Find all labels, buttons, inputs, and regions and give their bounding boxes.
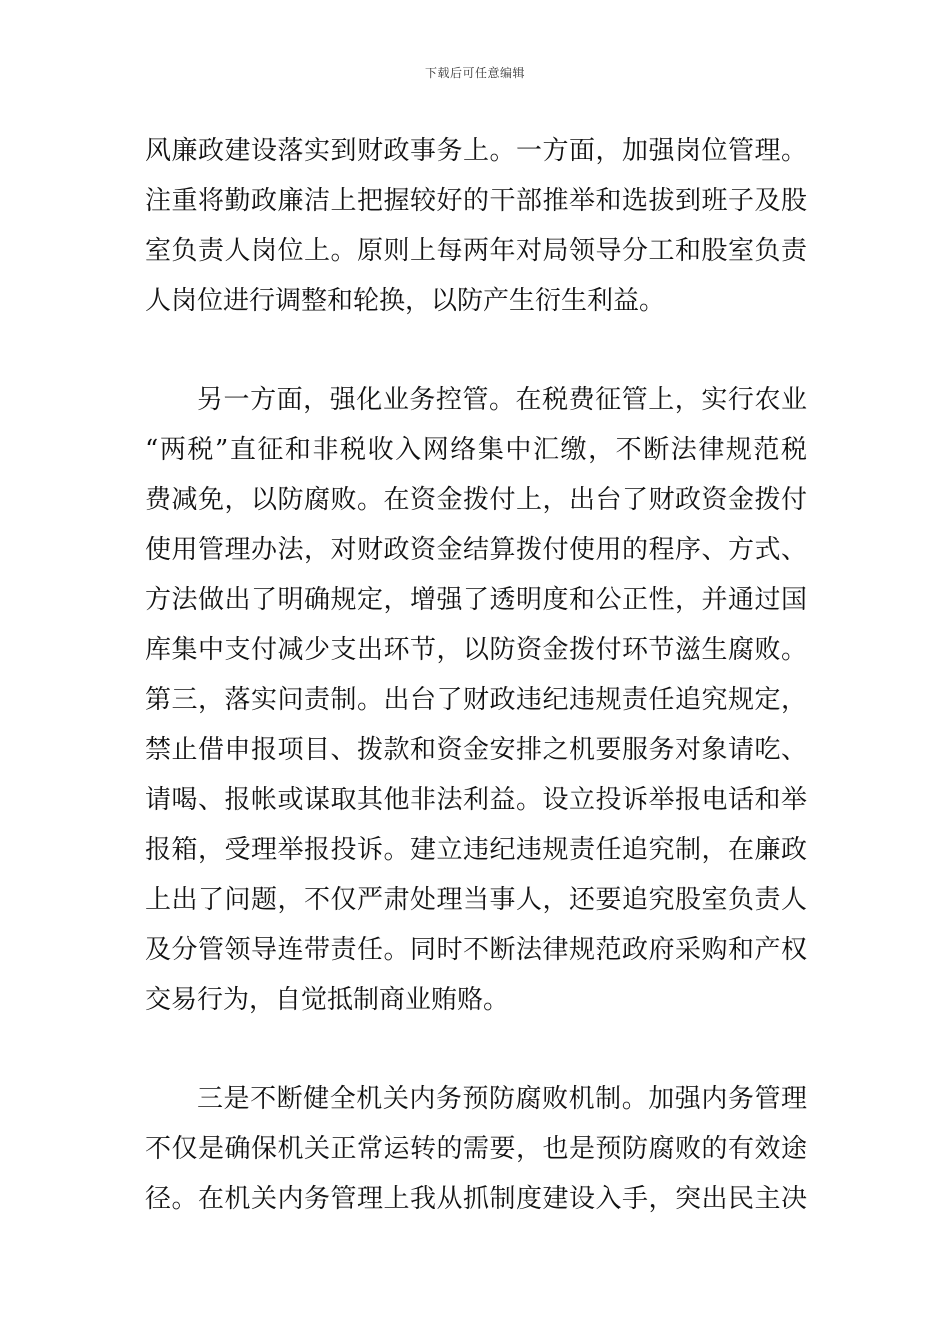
text-line: 注重将勤政廉洁上把握较好的干部推举和选拔到班子及股 (145, 186, 807, 216)
text-line: 费减免，以防腐败。在资金拨付上，出台了财政资金拨付 (145, 485, 807, 515)
text-line: 交易行为，自觉抵制商业贿赂。 (145, 985, 510, 1015)
text-line: 报箱，受理举报投诉。建立违纪违规责任追究制，在廉政 (145, 835, 807, 865)
text-line: 方法做出了明确规定，增强了透明度和公正性，并通过国 (145, 585, 807, 615)
text-line: 室负责人岗位上。原则上每两年对局领导分工和股室负责 (145, 236, 807, 266)
text-line: 使用管理办法，对财政资金结算拨付使用的程序、方式、 (145, 535, 807, 565)
text-line: 不仅是确保机关正常运转的需要，也是预防腐败的有效途 (145, 1134, 807, 1164)
text-line: 另一方面，强化业务控管。在税费征管上，实行农业 (197, 385, 807, 415)
text-line: 禁止借申报项目、拨款和资金安排之机要服务对象请吃、 (145, 735, 807, 765)
text-line: 三是不断健全机关内务预防腐败机制。加强内务管理 (197, 1084, 807, 1114)
header-note: 下载后可任意编辑 (424, 66, 525, 80)
text-line: 库集中支付减少支出环节，以防资金拨付环节滋生腐败。 (145, 635, 807, 665)
text-line: 及分管领导连带责任。同时不断法律规范政府采购和产权 (145, 935, 807, 965)
text-line: 第三，落实问责制。出台了财政违纪违规责任追究规定， (145, 685, 807, 715)
text-line: 请喝、报帐或谋取其他非法利益。设立投诉举报电话和举 (145, 785, 807, 815)
text-line: 风廉政建设落实到财政事务上。一方面，加强岗位管理。 (145, 136, 807, 166)
text-line: 上出了问题，不仅严肃处理当事人，还要追究股室负责人 (145, 885, 807, 915)
text-line: 人岗位进行调整和轮换，以防产生衍生利益。 (145, 286, 666, 316)
paragraph-2 (145, 375, 807, 1025)
paragraph-gap (145, 1025, 807, 1074)
paragraph-3 (145, 1074, 807, 1224)
paragraph-1 (145, 126, 807, 326)
body-text (145, 126, 807, 1224)
paragraph-gap (145, 326, 807, 375)
text-line: “两税”直征和非税收入网络集中汇缴，不断法律规范税 (145, 435, 807, 465)
text-line: 径。在机关内务管理上我从抓制度建设入手，突出民主决 (145, 1184, 807, 1214)
